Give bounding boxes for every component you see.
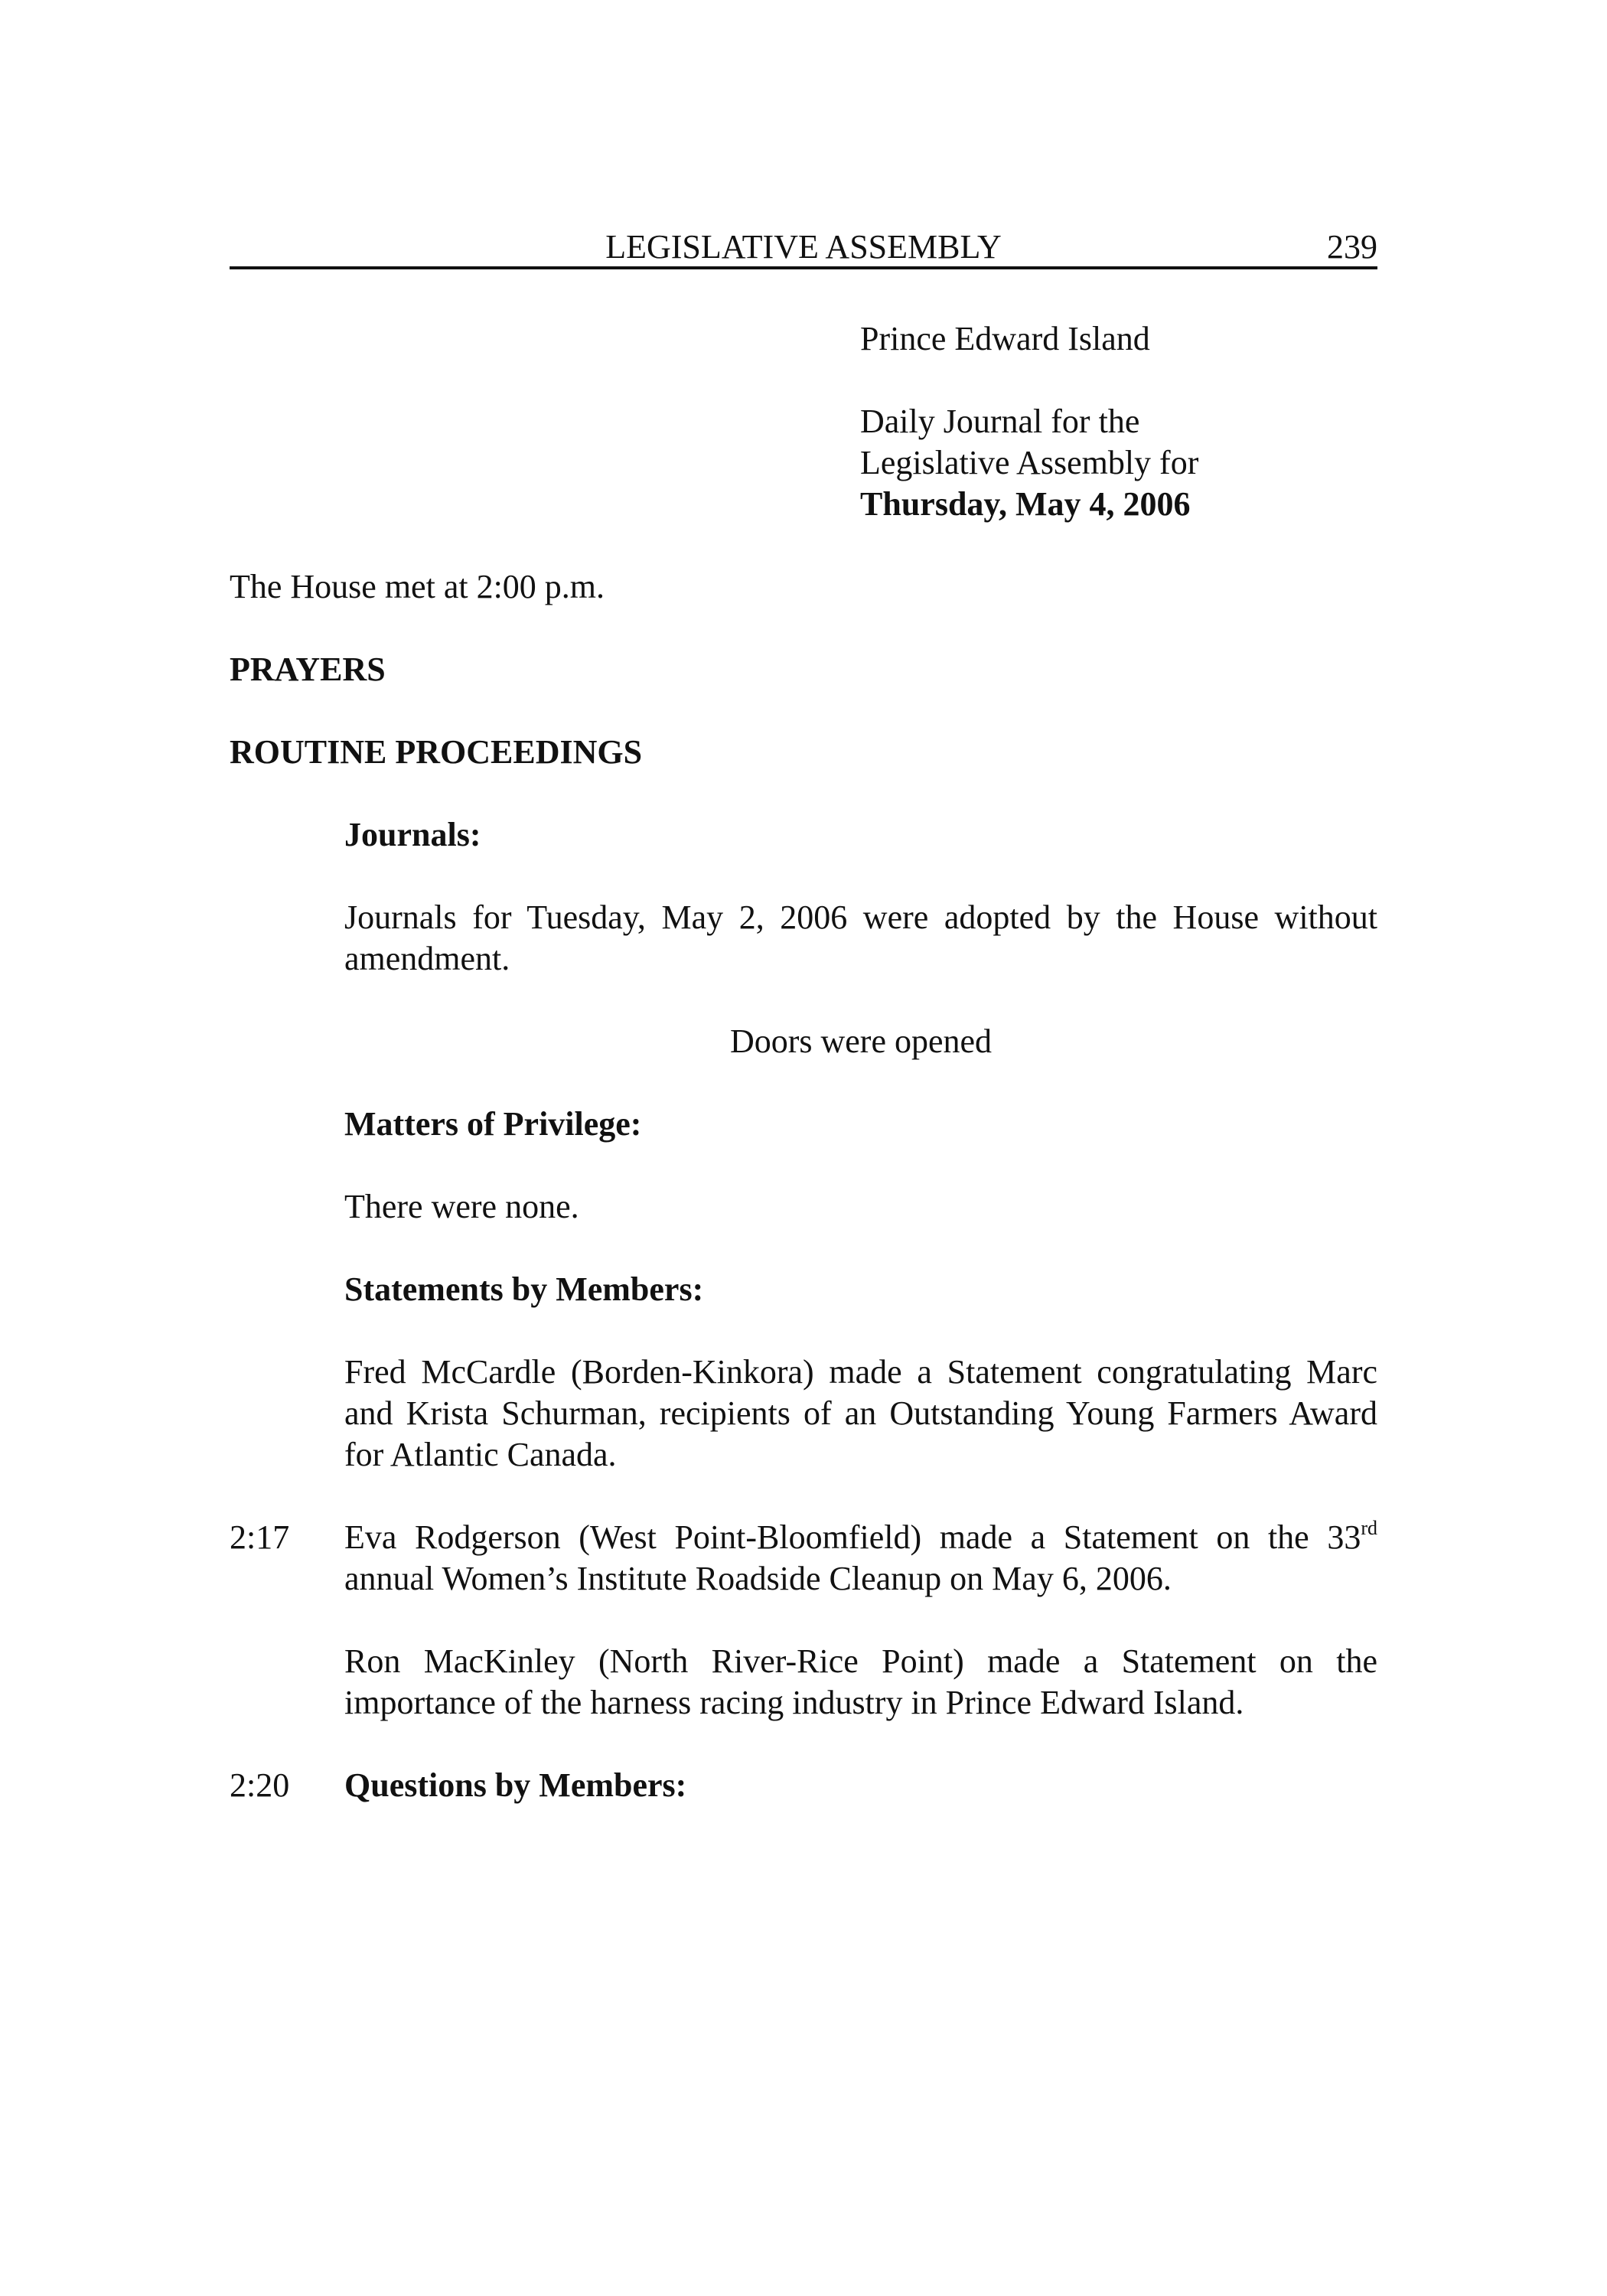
- page-number: 239: [1327, 228, 1377, 266]
- privilege-heading: Matters of Privilege:: [344, 1105, 642, 1143]
- questions-time: 2:20: [230, 1766, 290, 1804]
- doors-opened: Doors were opened: [729, 1022, 993, 1060]
- masthead-province: Prince Edward Island: [860, 320, 1150, 357]
- journals-text: Journals for Tuesday, May 2, 2006 were adopted by the House without amendment.: [344, 899, 1377, 977]
- statement-item: Ron MacKinley (North River-Rice Point) made a Statement on the importance of the harness racing industry in Prince Edward Island.: [344, 1642, 1377, 1721]
- journals-heading: Journals:: [344, 816, 481, 853]
- questions-heading: Questions by Members:: [344, 1766, 687, 1804]
- opening-line: The House met at 2:00 p.m.: [230, 568, 605, 605]
- statement-item: Fred McCardle (Borden-Kinkora) made a Statement congratulating Marc and Krista Schurman, recipients of an Outstanding Young Farmers Award for Atlantic Canada.: [344, 1353, 1377, 1473]
- privilege-text: There were none.: [344, 1188, 579, 1225]
- statement-text-after: annual Women’s Institute Roadside Cleanup on May 6, 2006.: [344, 1560, 1172, 1597]
- statement-time: 2:17: [230, 1518, 290, 1556]
- prayers-heading: PRAYERS: [230, 651, 386, 688]
- statements-heading: Statements by Members:: [344, 1270, 704, 1308]
- masthead-date: Thursday, May 4, 2006: [860, 485, 1191, 523]
- routine-proceedings-heading: ROUTINE PROCEEDINGS: [230, 733, 643, 771]
- masthead-line-1: Daily Journal for the: [860, 403, 1140, 440]
- header-rule: [230, 266, 1377, 269]
- statement-text-before: Eva Rodgerson (West Point-Bloomfield) made a Statement on the 33: [344, 1518, 1361, 1556]
- statement-item: [344, 1517, 1377, 1600]
- ordinal-suffix: rd: [1361, 1517, 1377, 1539]
- header-title: LEGISLATIVE ASSEMBLY: [605, 228, 1002, 266]
- masthead-line-2: Legislative Assembly for: [860, 444, 1199, 481]
